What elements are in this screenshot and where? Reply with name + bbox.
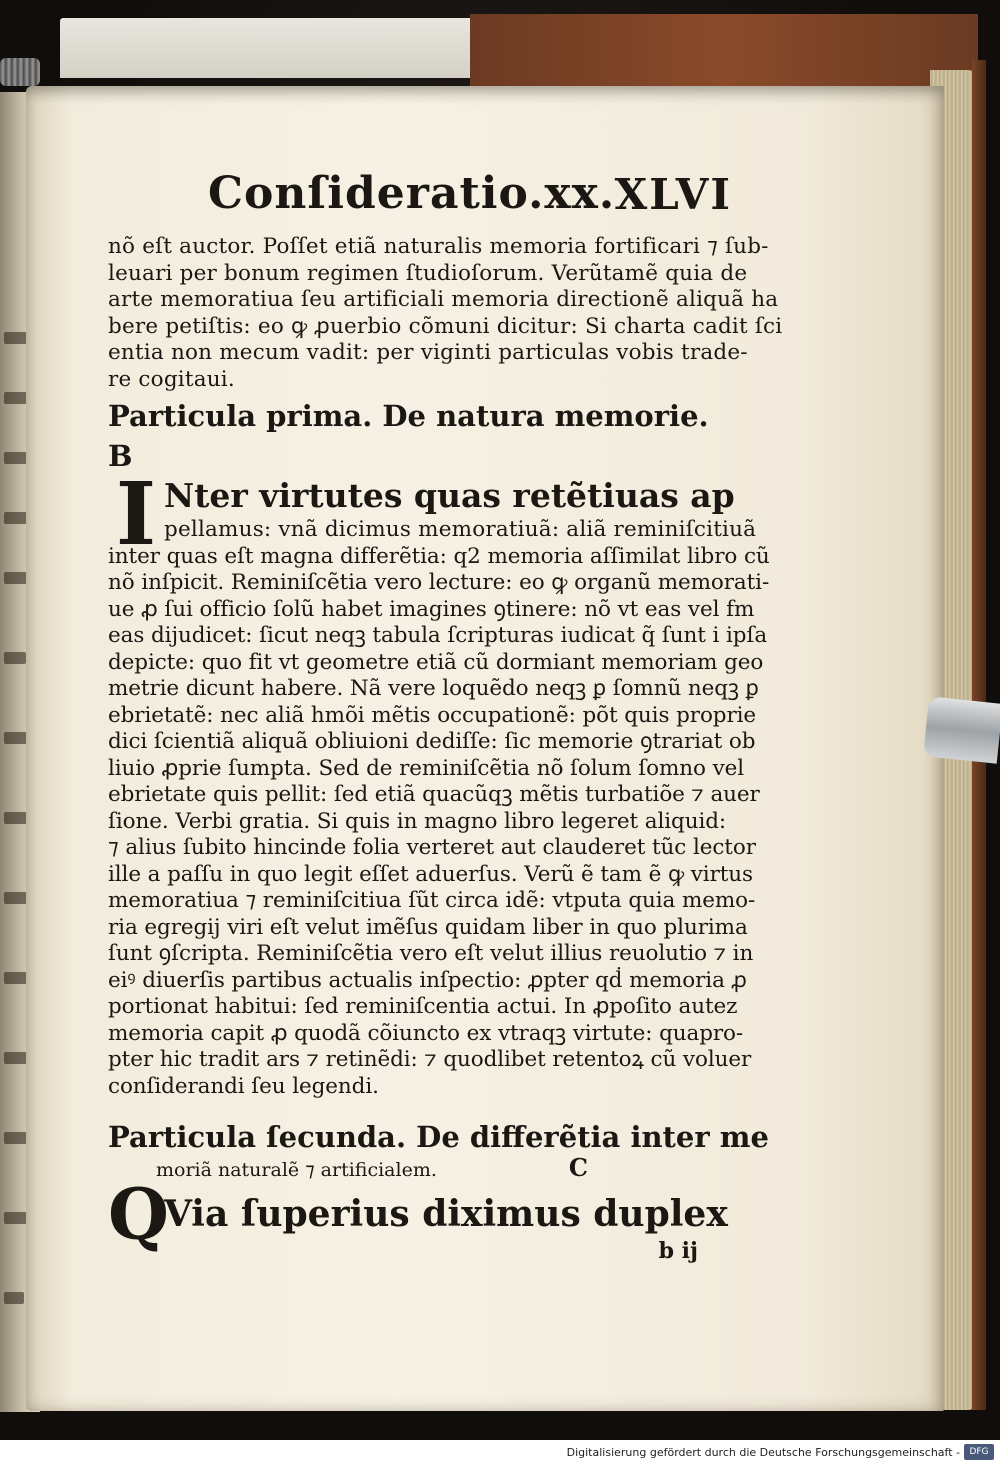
text-line: ria egregij viri eſt velut imẽſus quidam liber in quo plurima xyxy=(108,914,748,940)
subheading xyxy=(108,1153,738,1184)
running-head xyxy=(108,168,738,230)
text-line: ſunt ꝯſcripta. Reminiſcẽtia vero eſt velut illius reuolutio ⁊ in xyxy=(108,941,754,966)
text-line: dici ſcientiã aliquã obliuioni dediſſe: ſic memorie ꝯtrariat ob xyxy=(108,729,756,754)
text-line: ebrietatẽ: nec aliã hmõi mẽtis occupationẽ: põt quis proprie xyxy=(108,702,757,728)
text-line: leuari per bonum regimen ſtudioſorum. Verũtamẽ quia de xyxy=(108,260,748,286)
initial-letter: Q xyxy=(108,1173,169,1256)
text-line: memoria capit ꝓ quodã cõiuncto ex vtraqꝫ virtute: quapro- xyxy=(108,1020,744,1046)
text-line: ⁊ alius ſubito hincinde folia verteret aut clauderet tũc lector xyxy=(108,835,756,860)
folio-number: XLVI xyxy=(614,170,732,219)
opening-paragraph xyxy=(108,234,783,393)
section-mark: B xyxy=(108,439,133,473)
text-line: liuio ꝓprie ſumpta. Sed de reminiſcẽtia nõ ſolum ſomno vel xyxy=(108,755,745,781)
digitization-footer xyxy=(0,1440,1000,1466)
text-line: eas dijudicet: ſicut neqꝫ tabula ſcripturas iudicat q̃ ſunt i ipſa xyxy=(108,623,768,648)
text-line: pter hic tradit ars ⁊ retinẽdi: ⁊ quodlibet retentoꝝ cũ voluer xyxy=(108,1047,752,1072)
heading-text: Particula prima. De natura memorie. xyxy=(108,399,709,433)
running-head-title: Conſideratio.xx. xyxy=(208,168,616,219)
footer-credit: Digitalisierung gefördert durch die Deutsche Forschungsgemeinschaft - xyxy=(566,1446,960,1459)
text-line: entia non mecum vadit: per viginti particulas vobis trade- xyxy=(108,340,748,365)
text-line: ille a paſſu in quo legit eſſet aduerſus. Verũ ẽ tam ẽ ꝙ virtus xyxy=(108,861,753,887)
section-heading-2 xyxy=(108,1118,769,1158)
subheading-text: moriã naturalẽ ⁊ artificialem. xyxy=(156,1159,437,1181)
text-line: portionat habitui: ſed reminiſcentia actui. In ꝓpoſito autez xyxy=(108,994,738,1019)
first-line: Via ſuperius diximus duplex xyxy=(164,1193,728,1235)
text-line: pellamus: vnã dicimus memoratiuã: aliã reminiſcitiuã xyxy=(164,517,757,542)
text-line: ebrietate quis pellit: ſed etiã quacũqꝫ mẽtis turbatiõe ⁊ auer xyxy=(108,782,760,807)
text-line: nõ inſpicit. Reminiſcẽtia vero lecture: eo ꝙ organũ memorati- xyxy=(108,570,770,595)
clamp xyxy=(0,58,40,86)
text-line: memoratiua ⁊ reminiſcitiua ſũt circa idẽ: vtputa quia memo- xyxy=(108,888,756,913)
text-line: ue ꝓ ſui officio ſolũ habet imagines ꝯtinere: nõ vt eas vel fm xyxy=(108,596,755,622)
first-line: Nter virtutes quas retẽtiuas ap xyxy=(164,476,735,515)
section-mark: C xyxy=(568,1153,588,1182)
paragraph-1 xyxy=(108,464,770,1100)
heading-text: Particula ſecunda. De differẽtia inter me xyxy=(108,1120,769,1154)
text-line: eiꝰ diuerſis partibus actualis inſpectio: ꝓpter qḋ memoria ꝓ xyxy=(108,967,747,993)
section-heading-1 xyxy=(108,397,738,475)
signature-mark: b ij xyxy=(658,1238,698,1264)
page-text xyxy=(108,168,783,1264)
book-board xyxy=(60,18,475,78)
text-line: re cogitaui. xyxy=(108,366,235,392)
text-line: ſione. Verbi gratia. Si quis in magno libro legeret aliquid: xyxy=(108,808,727,834)
text-line: arte memoratiua ſeu artificiali memoria directionẽ aliquã ha xyxy=(108,287,779,312)
text-line: bere petiſtis: eo ꝙ ꝓuerbio cõmuni dicitur: Si charta cadit ſci xyxy=(108,313,783,339)
text-line: depicte: quo fit vt geometre etiã cũ dormiant memoriam geo xyxy=(108,649,764,675)
book-cover-edge xyxy=(470,14,978,86)
page-holder-clip xyxy=(923,696,1000,763)
initial-letter: I xyxy=(115,464,157,565)
text-line: nõ eſt auctor. Poſſet etiã naturalis memoria fortificari ⁊ ſub- xyxy=(108,234,769,259)
text-line: metrie dicunt habere. Nã vere loquẽdo neqꝫ ꝑ ſomnũ neqꝫ ꝑ xyxy=(108,676,759,701)
dfg-logo-icon: DFG xyxy=(964,1444,994,1460)
text-line: conſiderandi ſeu legendi. xyxy=(108,1073,379,1099)
text-line: inter quas eſt magna differẽtia: q2 memoria aſſimilat libro cũ xyxy=(108,543,770,569)
